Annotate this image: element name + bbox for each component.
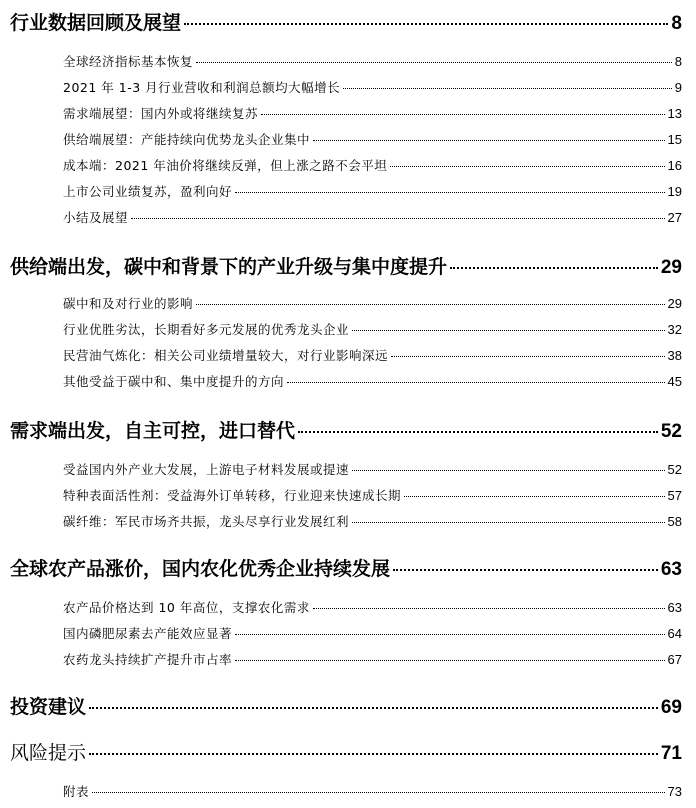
toc-chapter-title: 行业数据回顾及展望 bbox=[10, 12, 182, 34]
toc-entry-title: 2021 年 1-3 月行业营收和利润总额均大幅增长 bbox=[63, 80, 341, 95]
toc-entry[interactable] bbox=[63, 782, 682, 804]
toc-chapter-title: 供给端出发，碳中和背景下的产业升级与集中度提升 bbox=[10, 256, 448, 278]
toc-chapter-5[interactable] bbox=[10, 692, 682, 722]
dot-leader bbox=[352, 522, 665, 523]
toc-entry-title: 特种表面活性剂：受益海外订单转移，行业迎来快速成长期 bbox=[63, 488, 402, 503]
toc-entry-page: 57 bbox=[667, 488, 682, 503]
toc-chapter-3[interactable] bbox=[10, 416, 682, 446]
toc-entry[interactable] bbox=[63, 130, 682, 152]
dot-leader bbox=[404, 496, 665, 497]
toc-entry[interactable] bbox=[63, 320, 682, 342]
dot-leader bbox=[343, 88, 672, 89]
toc-entry[interactable] bbox=[63, 372, 682, 394]
toc-entry-page: 16 bbox=[667, 158, 682, 173]
toc-entry-title: 碳纤维：军民市场齐共振，龙头尽享行业发展红利 bbox=[63, 514, 350, 529]
dot-leader bbox=[390, 166, 664, 167]
dot-leader bbox=[131, 218, 665, 219]
toc-chapter-6[interactable] bbox=[10, 738, 682, 768]
toc-chapter-page: 29 bbox=[660, 257, 682, 278]
toc-entry[interactable] bbox=[63, 208, 682, 230]
toc-entry[interactable] bbox=[63, 104, 682, 126]
toc-entry[interactable] bbox=[63, 624, 682, 646]
toc-entry[interactable] bbox=[63, 182, 682, 204]
dot-leader bbox=[235, 192, 665, 193]
toc-entry-page: 13 bbox=[667, 106, 682, 121]
toc-chapter-1[interactable] bbox=[10, 8, 682, 38]
dot-leader bbox=[298, 431, 658, 433]
toc-entry-title: 供给端展望：产能持续向优势龙头企业集中 bbox=[63, 132, 311, 147]
toc-entry-page: 63 bbox=[667, 600, 682, 615]
toc-entry-page: 64 bbox=[667, 626, 682, 641]
dot-leader bbox=[89, 707, 658, 709]
dot-leader bbox=[313, 140, 665, 141]
dot-leader bbox=[313, 608, 665, 609]
toc-entry-page: 15 bbox=[667, 132, 682, 147]
dot-leader bbox=[92, 792, 665, 793]
toc-entry-page: 67 bbox=[667, 652, 682, 667]
toc-entry[interactable] bbox=[63, 52, 682, 74]
toc-chapter-2[interactable] bbox=[10, 252, 682, 282]
dot-leader bbox=[235, 660, 665, 661]
toc-chapter-page: 63 bbox=[660, 559, 682, 580]
toc-chapter-title: 投资建议 bbox=[10, 696, 87, 718]
toc-entry-title: 农产品价格达到 10 年高位，支撑农化需求 bbox=[63, 600, 310, 615]
toc-entry-page: 52 bbox=[667, 462, 682, 477]
toc-entry[interactable] bbox=[63, 598, 682, 620]
dot-leader bbox=[196, 62, 672, 63]
toc-entry-page: 29 bbox=[667, 296, 682, 311]
toc-entry[interactable] bbox=[63, 78, 682, 100]
toc-entry-page: 27 bbox=[667, 210, 682, 225]
toc-entry[interactable] bbox=[63, 486, 682, 508]
toc-entry[interactable] bbox=[63, 346, 682, 368]
toc-entry-page: 73 bbox=[667, 784, 682, 799]
dot-leader bbox=[352, 330, 665, 331]
toc-entry-title: 其他受益于碳中和、集中度提升的方向 bbox=[63, 374, 285, 389]
toc-chapter-page: 8 bbox=[671, 13, 682, 34]
toc-entry-title: 全球经济指标基本恢复 bbox=[63, 54, 194, 69]
toc-entry-page: 58 bbox=[667, 514, 682, 529]
toc-entry[interactable] bbox=[63, 460, 682, 482]
toc-entry-title: 受益国内外产业大发展，上游电子材料发展或提速 bbox=[63, 462, 350, 477]
toc-entry[interactable] bbox=[63, 156, 682, 178]
toc-chapter-title: 需求端出发，自主可控，进口替代 bbox=[10, 420, 296, 442]
toc-chapter-page: 52 bbox=[660, 421, 682, 442]
toc-chapter-4[interactable] bbox=[10, 554, 682, 584]
dot-leader bbox=[261, 114, 665, 115]
toc-entry-title: 碳中和及对行业的影响 bbox=[63, 296, 194, 311]
toc-entry[interactable] bbox=[63, 294, 682, 316]
toc-entry-title: 上市公司业绩复苏，盈利向好 bbox=[63, 184, 233, 199]
dot-leader bbox=[89, 753, 658, 755]
toc-entry-title: 国内磷肥尿素去产能效应显著 bbox=[63, 626, 233, 641]
toc-chapter-title: 全球农产品涨价，国内农化优秀企业持续发展 bbox=[10, 558, 391, 580]
toc-chapter-title: 风险提示 bbox=[10, 742, 87, 764]
dot-leader bbox=[196, 304, 665, 305]
dot-leader bbox=[393, 569, 658, 571]
toc-entry-page: 9 bbox=[674, 80, 682, 95]
toc-chapter-page: 69 bbox=[660, 697, 682, 718]
toc-entry-title: 附表 bbox=[63, 784, 90, 799]
toc-entry-title: 小结及展望 bbox=[63, 210, 129, 225]
toc-entry-title: 行业优胜劣汰，长期看好多元发展的优秀龙头企业 bbox=[63, 322, 350, 337]
toc-entry-title: 农药龙头持续扩产提升市占率 bbox=[63, 652, 233, 667]
toc-entry-page: 19 bbox=[667, 184, 682, 199]
toc-entry-title: 民营油气炼化：相关公司业绩增量较大，对行业影响深远 bbox=[63, 348, 389, 363]
toc-entry-page: 38 bbox=[667, 348, 682, 363]
toc-entry-page: 32 bbox=[667, 322, 682, 337]
dot-leader bbox=[391, 356, 665, 357]
toc-entry-page: 8 bbox=[674, 54, 682, 69]
dot-leader bbox=[450, 267, 658, 269]
toc-entry[interactable] bbox=[63, 512, 682, 534]
dot-leader bbox=[184, 23, 668, 25]
toc-entry[interactable] bbox=[63, 650, 682, 672]
toc-chapter-page: 71 bbox=[660, 743, 682, 764]
dot-leader bbox=[352, 470, 665, 471]
dot-leader bbox=[287, 382, 665, 383]
toc-entry-title: 需求端展望：国内外或将继续复苏 bbox=[63, 106, 259, 121]
toc-entry-page: 45 bbox=[667, 374, 682, 389]
dot-leader bbox=[235, 634, 665, 635]
toc-entry-title: 成本端：2021 年油价将继续反弹，但上涨之路不会平坦 bbox=[63, 158, 388, 173]
